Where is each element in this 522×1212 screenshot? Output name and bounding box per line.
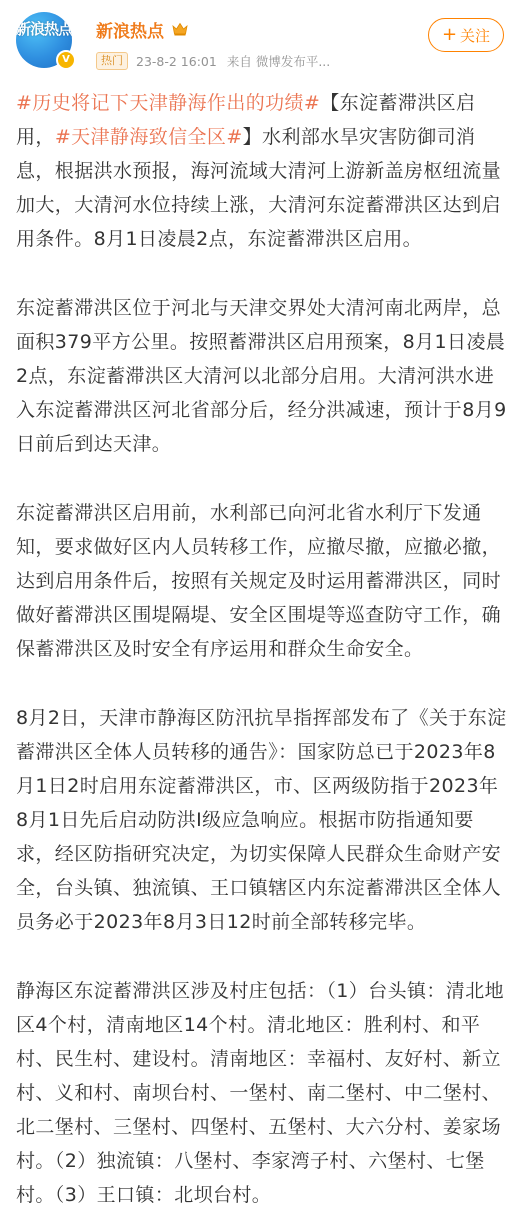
author-row	[96, 17, 188, 41]
paragraph-3: 东淀蓄滞洪区启用前，水利部已向河北省水利厅下发通知，要求做好区内人员转移工作，应撤尽撤，应撤必撤，达到启用条件后，按照有关规定及时运用蓄滞洪区，同时做好蓄滞洪区围堤隔堤、安全区围堤等巡查防守工作，确保蓄滞洪区及时安全有序运用和群众生命安全。	[16, 502, 502, 660]
avatar-logo-text: 新浪热点	[16, 20, 72, 38]
topic-link-letter[interactable]: #天津静海致信全区#	[54, 126, 243, 148]
follow-label: 关注	[460, 26, 491, 45]
author-name[interactable]: 新浪热点	[96, 21, 164, 42]
post-source: 来自 微博发布平...	[226, 54, 331, 69]
follow-button[interactable]	[428, 18, 504, 52]
hot-tag: 热门	[96, 52, 128, 70]
plus-icon: +	[441, 24, 458, 45]
paragraph-2: 东淀蓄滞洪区位于河北与天津交界处大清河南北两岸，总面积379平方公里。按照蓄滞洪区启用预案，8月1日凌晨2点，东淀蓄滞洪区大清河以北部分启用。大清河洪水进入东淀蓄滞洪区河北省部分后，经分洪减速，预计于8月9日前后到达天津。	[16, 297, 507, 455]
post-meta	[96, 52, 330, 70]
paragraph-5: 静海区东淀蓄滞洪区涉及村庄包括：（1）台头镇：清北地区4个村，清南地区14个村。清北地区：胜利村、和平村、民生村、建设村。清南地区：幸福村、友好村、新立村、义和村、南坝台村、一堡村、南二堡村、中二堡村、北二堡村、三堡村、四堡村、五堡村、大六分村、姜家场村。（2）独流镇：八堡村、李家湾子村、六堡村、七堡村。（3）王口镇：北坝台村。	[16, 980, 504, 1206]
post-header	[0, 0, 522, 78]
paragraph-1-text-a: 【东淀蓄滞洪区启用，	[16, 92, 476, 148]
paragraph-4: 8月2日，天津市静海区防汛抗旱指挥部发布了《关于东淀蓄滞洪区全体人员转移的通告》：国家防总已于2023年8月1日2时启用东淀蓄滞洪区，市、区两级防指于2023年8月1日先后启动防洪I级应急响应。根据市防指通知要求，经区防指研究决定，为切实保障人民群众生命财产安全，台头镇、独流镇、王口镇辖区内东淀蓄滞洪区全体人员务必于2023年8月3日12时前全部转移完毕。	[16, 707, 507, 933]
post-body	[16, 86, 508, 1212]
crown-icon	[172, 22, 188, 36]
topic-link-history[interactable]: #历史将记下天津静海作出的功绩#	[16, 92, 321, 114]
post-timestamp: 23-8-2 16:01	[136, 53, 217, 69]
verified-badge-icon: V	[56, 50, 76, 70]
paragraph-1-text-b: 】水利部水旱灾害防御司消息，根据洪水预报，海河流域大清河上游新盖房枢纽流量加大，大清河水位持续上涨，大清河东淀蓄滞洪区达到启用条件。8月1日凌晨2点，东淀蓄滞洪区启用。	[16, 126, 502, 250]
paragraph-1	[16, 86, 508, 256]
